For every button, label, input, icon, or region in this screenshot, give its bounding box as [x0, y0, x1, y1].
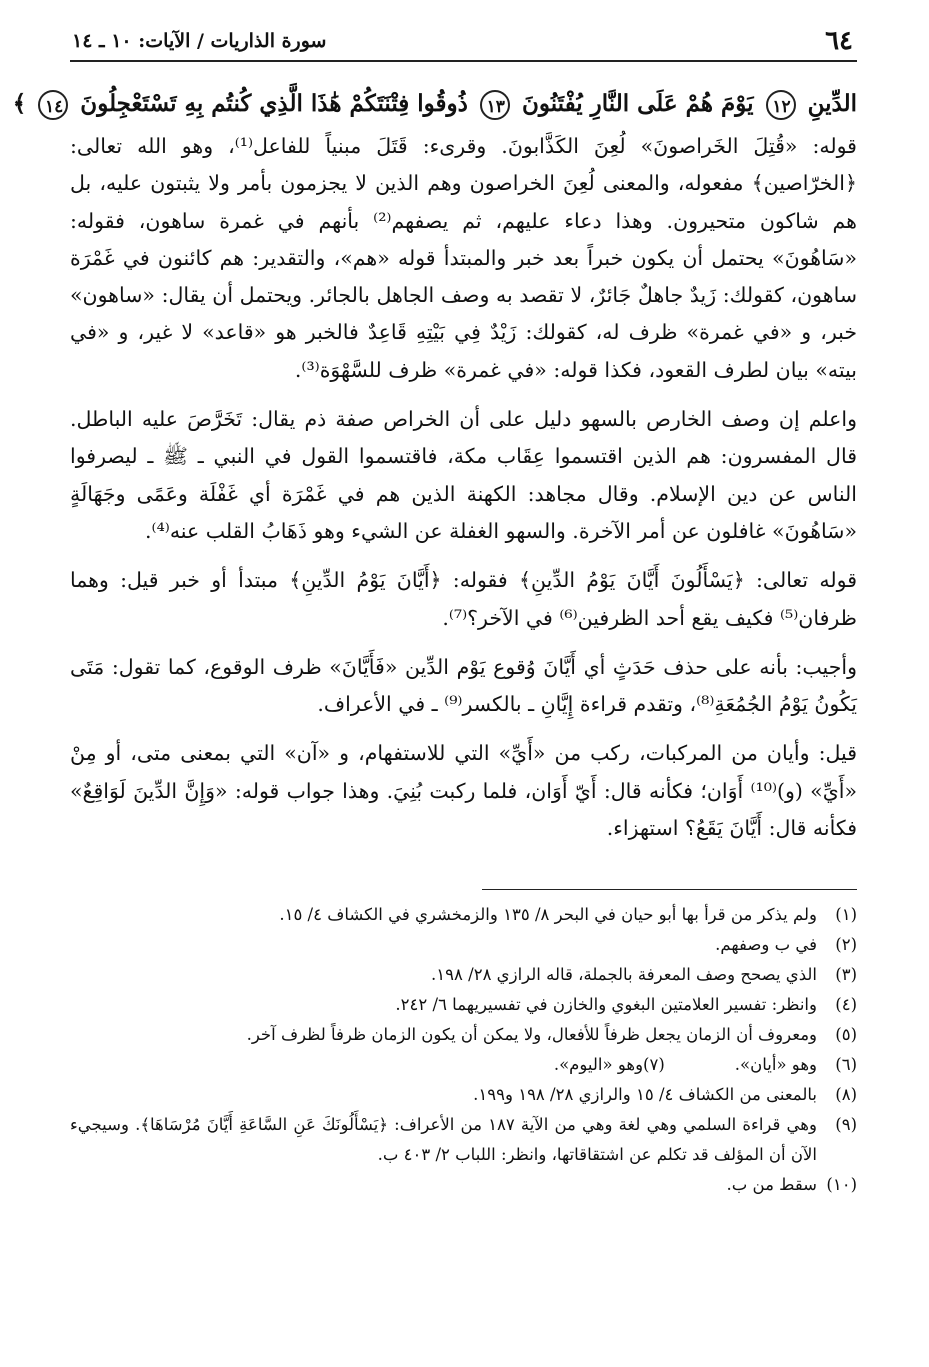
- footnote-text: ولم يذكر من قرأ بها أبو حيان في البحر ٨/ ١٣٥ والزمخشري في الكشاف ٤/ ١٥.: [279, 905, 817, 925]
- body-paragraph: قوله: «قُتِلَ الخَراصونَ» لُعِنَ الكَذَّابونَ. وقرىء: قَتَلَ مبنياً للفاعل⁽¹⁾، وهو الله تعالى: ﴿الخرّاصين﴾ مفعوله، والمعنى لُعِنَ الخراصون وهم الذين لا يجزمون بأمر ولا يثبتون عليه، بل هم شاكون متحيرون. وهذا دعاء عليهم، ثم يصفهم⁽²⁾ بأنهم في غمرة ساهون، فقوله: «سَاهُونَ» يحتمل أن يكون خبراً بعد خبر والمبتدأ قوله «هم»، والتقدير: هم كائنون في غَمْرَة ساهون، كقولك: زَيدٌ جاهلٌ جَائرٌ، لا تقصد به وصف الجاهل بالجائر. ويحتمل أن يقال: «ساهون» خبر، و «في غمرة» ظرف له، كقولك: زَيْدٌ فِي بَيْتِهِ قَاعِدٌ فالخبر هو «قاعد» لا غير، و «في بيته» بيان لطرف القعود، فكذا قوله: «في غمرة» ظرف للسَّهْوَة⁽³⁾.: [70, 134, 857, 382]
- footnote: [70, 900, 857, 930]
- footnote-text: وهي قراءة السلمي وهي لغة وهي من الآية ١٨٧ من الأعراف: ﴿يَسْأَلُونَكَ عَنِ السَّاعَةِ أَيَّانَ مُرْسَاهَا﴾. وسيجيء الآن أن المؤلف قد تكلم عن اشتقاقاتها، وانظر: اللباب ٢/ ٤٠٣ ب.: [70, 1115, 817, 1165]
- page-header: [70, 26, 857, 62]
- ayah-number-marker: ١٢: [766, 90, 796, 120]
- verse-close-bracket: ﴾: [12, 90, 27, 117]
- footnote-pair: [70, 1050, 817, 1080]
- body-paragraph: قوله تعالى: ﴿يَسْأَلُونَ أَيَّانَ يَوْمُ الدِّينِ﴾ فقوله: ﴿أَيَّانَ يَوْمُ الدِّينِ﴾ مبتدأ أو خبر قيل: وهما ظرفان⁽⁵⁾ فكيف يقع أحد الظرفين⁽⁶⁾ في الآخر؟⁽⁷⁾.: [70, 568, 857, 630]
- page-number: ٦٤: [825, 26, 853, 56]
- footnote-separator: [482, 889, 857, 890]
- ayah-number-marker: ١٣: [480, 90, 510, 120]
- footnote-number: (٥): [835, 1025, 857, 1045]
- footnotes: [70, 900, 857, 1200]
- footnote: [70, 1050, 857, 1080]
- footnote-number: (٨): [835, 1085, 857, 1105]
- footnote-number: (٧): [643, 1055, 665, 1075]
- running-title: سورة الذاريات / الآيات: ١٠ ـ ١٤: [72, 30, 327, 52]
- footnote-number: (٤): [835, 995, 857, 1015]
- footnote-number: (٢): [835, 935, 857, 955]
- footnote-number: (٣): [835, 965, 857, 985]
- quran-verses-line: [12, 84, 857, 124]
- footnote-number: (٩): [835, 1115, 857, 1135]
- footnote: [70, 960, 857, 990]
- footnote-text: ومعروف أن الزمان يجعل ظرفاً للأفعال، ولا يمكن أن يكون الزمان ظرفاً لظرف آخر.: [246, 1025, 817, 1045]
- verse-text-c: ذُوقُوا فِتْنَتَكُمْ هَٰذَا الَّذِي كُنتُم بِهِ تَسْتَعْجِلُونَ: [80, 90, 468, 117]
- footnote-text: سقط من ب.: [726, 1175, 817, 1195]
- body-paragraph: وأجيب: بأنه على حذف حَدَثٍ أي أَيَّانَ وُقوع يَوْم الدِّين «فَأَيَّانَ» ظرف الوقوع، كما تقول: مَتَى يَكُونُ يَوْمُ الجُمُعَةِ⁽⁸⁾، وتقدم قراءة إِيَّانِ ـ بالكسر⁽⁹⁾ ـ في الأعراف.: [70, 654, 857, 717]
- footnote-text: بالمعنى من الكشاف ٤/ ١٥ والرازي ٢٨/ ١٩٨ و١٩٩.: [473, 1085, 817, 1105]
- footnote-number: (٦): [835, 1055, 857, 1075]
- footnote: [70, 990, 857, 1020]
- footnote: [70, 1110, 857, 1170]
- verse-text-a: الدِّينِ: [807, 90, 857, 117]
- ayah-number-marker: ١٤: [38, 90, 68, 120]
- footnote-text: الذي يصحح وصف المعرفة بالجملة، قاله الرازي ٢٨/ ١٩٨.: [431, 965, 817, 985]
- footnote: [70, 1020, 857, 1050]
- footnote-text: وهو «أيان».: [734, 1055, 817, 1075]
- footnote: [70, 1170, 857, 1200]
- body-paragraph: قيل: وأيان من المركبات، ركب من «أَيِّ» التي للاستفهام، و «آن» التي بمعنى متى، أو مِنْ «أَيِّ» (و)⁽¹⁰⁾ أَوَان؛ فكأنه قال: أَيّ أَوَان، فلما ركبت بُنِيَ. وهذا جواب قوله: «وَإِنَّ الدِّينَ لَوَاقِعٌ» فكأنه قال: أَيَّانَ يَقَعُ؟ استهزاء.: [70, 741, 857, 841]
- footnote-text: وانظر: تفسير العلامتين البغوي والخازن في تفسيريهما ٦/ ٢٤٢.: [395, 995, 817, 1015]
- book-page: [12, 26, 857, 1347]
- body-paragraph: واعلم إن وصف الخارص بالسهو دليل على أن الخراص صفة ذم يقال: تَخَرَّصَ عليه الباطل. قال المفسرون: هم الذين اقتسموا عِقَاب مكة، فاقتسموا القول في النبي ـ ﷺ ـ ليصرفوا الناس عن دين الإسلام. وقال مجاهد: الكهنة الذين هم في غَمْرَة أي غَفْلَة وعَمًى وجَهَالَةٍ «سَاهُونَ» غافلون عن أمر الآخرة. والسهو الغفلة عن الشيء وهو ذَهَابُ القلب عنه⁽⁴⁾.: [70, 407, 857, 543]
- footnote-text: في ب وصفهم.: [715, 935, 817, 955]
- verse-text-b: يَوْمَ هُمْ عَلَى النَّارِ يُفْتَنُونَ: [521, 90, 754, 117]
- footnote-number: (١): [835, 905, 857, 925]
- footnote: [70, 1080, 857, 1110]
- footnote: [70, 930, 857, 960]
- footnote-number: (١٠): [826, 1175, 857, 1195]
- footnote-text: وهو «اليوم».: [553, 1055, 644, 1075]
